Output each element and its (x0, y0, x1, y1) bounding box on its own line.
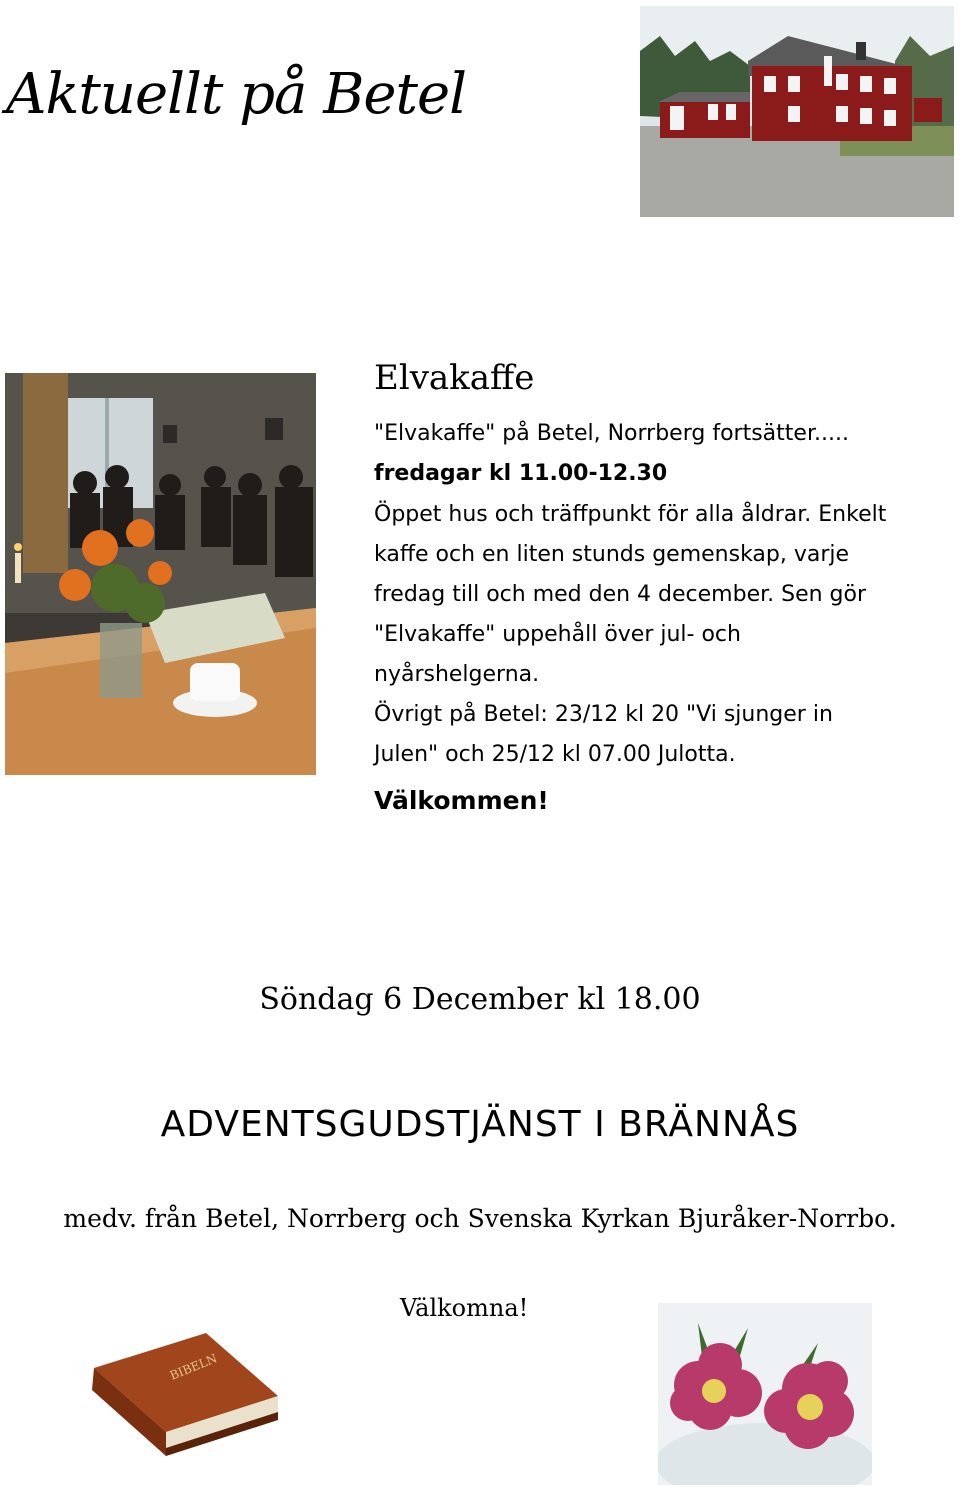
bible-title-text: BIBELN (167, 1351, 220, 1383)
event-date: Söndag 6 December kl 18.00 (259, 982, 701, 1017)
elvakaffe-line-3: Öppet hus och träffpunkt för alla åldrar. Enkelt (374, 502, 887, 527)
elvakaffe-line-7: nyårshelgerna. (374, 662, 540, 687)
event-welcome: Välkomna! (400, 1294, 529, 1322)
elvakaffe-line-8: Övrigt på Betel: 23/12 kl 20 "Vi sjunger in (374, 702, 833, 727)
elvakaffe-heading: Elvakaffe (374, 358, 535, 398)
elvakaffe-line-5: fredag till och med den 4 december. Sen gör (374, 582, 867, 607)
elvakaffe-photo (5, 373, 316, 775)
elvakaffe-line-9: Julen" och 25/12 kl 07.00 Julotta. (374, 742, 736, 767)
elvakaffe-line-6: "Elvakaffe" uppehåll över jul- och (374, 622, 741, 647)
event-title: ADVENTSGUDSTJÄNST I BRÄNNÅS (160, 1104, 800, 1145)
hellebore-flowers-image (658, 1303, 872, 1485)
elvakaffe-hours: fredagar kl 11.00-12.30 (374, 461, 668, 486)
event-participants: medv. från Betel, Norrberg och Svenska Kyrkan Bjuråker-Norrbo. (63, 1204, 897, 1233)
elvakaffe-line-1: "Elvakaffe" på Betel, Norrberg fortsätter..... (374, 421, 849, 446)
elvakaffe-line-4: kaffe och en liten stunds gemenskap, varje (374, 542, 850, 567)
betel-house-photo (640, 6, 954, 217)
page-title: Aktuellt på Betel (6, 62, 467, 127)
elvakaffe-welcome: Välkommen! (374, 786, 549, 815)
bible-image (86, 1328, 280, 1460)
